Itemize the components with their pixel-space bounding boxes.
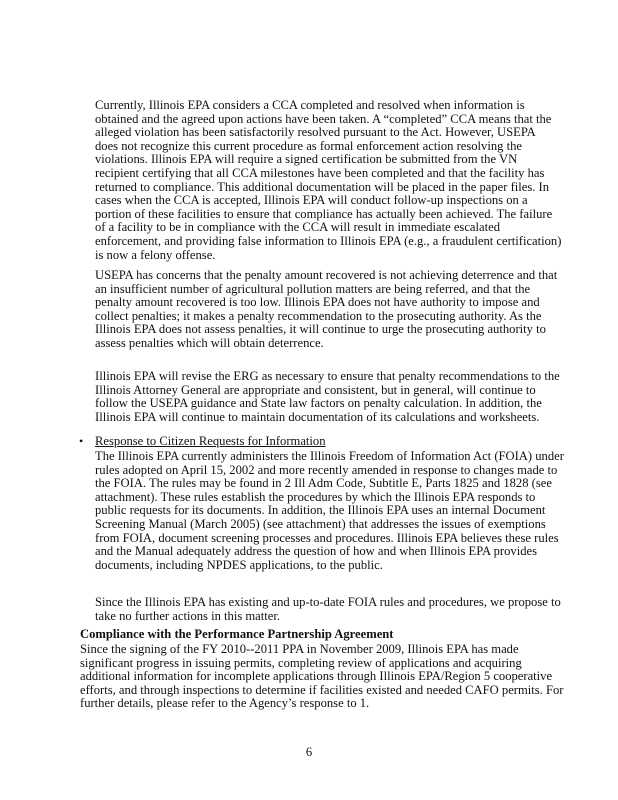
- paragraph-penalty-concerns: [95, 269, 565, 351]
- text-line: further details, please refer to the Agency’s response to 1.: [80, 696, 370, 711]
- text-line: the FOIA. The rules may be found in 2 Ill Adm Code, Subtitle E, Parts 1825 and 1828 (see: [95, 476, 552, 491]
- text-line: documents, including NPDES applications, to the public.: [95, 557, 383, 572]
- text-line: efforts, and through inspections to determine if facilities existed and needed CAFO permits. For: [80, 682, 564, 697]
- paragraph-ppa-compliance: [80, 642, 564, 711]
- text-line: Illinois Attorney General are appropriate and consistent, but in general, will continue to: [95, 382, 536, 397]
- page-number: 6: [305, 745, 313, 759]
- paragraph-erg-revision: [95, 370, 565, 424]
- text-line: returned to compliance. This additional documentation will be placed in the paper files. In: [95, 179, 550, 194]
- text-line: The Illinois EPA currently administers the Illinois Freedom of Information Act (FOIA) under: [95, 449, 564, 463]
- text-line: enforcement, and providing false information to Illinois EPA (e.g., a fraudulent certification): [95, 233, 562, 248]
- text-line: USEPA has concerns that the penalty amount recovered is not achieving deterrence and that: [95, 268, 558, 282]
- text-line: and the Manual adequately address the question of how and when Illinois EPA provides: [95, 544, 537, 559]
- bullet-heading-citizen-requests: Response to Citizen Requests for Information: [95, 434, 326, 448]
- text-line: Illinois EPA does not assess penalties, it will continue to urge the prosecuting authority to: [95, 322, 546, 337]
- bullet-icon: •: [79, 434, 84, 448]
- text-line: an insufficient number of agricultural pollution matters are being referred, and that the: [95, 281, 531, 296]
- paragraph-cca-completion: [95, 99, 565, 262]
- text-line: alleged violation has been satisfactorily resolved pursuant to the Act. However, USEPA: [95, 125, 536, 140]
- text-line: recipient certifying that all CCA milestones have been completed and that the facility has: [95, 165, 545, 180]
- text-line: rules adopted on April 15, 2002 and more recently amended in response to changes made to: [95, 462, 558, 477]
- text-line: assess penalties which will obtain deterrence.: [95, 335, 324, 350]
- text-line: follow the USEPA guidance and State law factors on penalty calculation. In addition, the: [95, 396, 542, 411]
- text-line: of a facility to be in compliance with the CCA will result in immediate escalated: [95, 220, 500, 235]
- text-line: Currently, Illinois EPA considers a CCA completed and resolved when information is: [95, 98, 525, 112]
- text-line: collect penalties; it makes a penalty recommendation to the prosecuting authority. As the: [95, 308, 542, 323]
- text-line: Illinois EPA will revise the ERG as necessary to ensure that penalty recommendations to the: [95, 369, 560, 383]
- text-line: obtained and the agreed upon actions have been taken. A “completed” CCA means that the: [95, 111, 552, 126]
- text-line: is now a felony offense.: [95, 247, 216, 262]
- text-line: penalty amount recovered is too low. Illinois EPA does not have authority to impose and: [95, 295, 540, 310]
- text-line: Screening Manual (March 2005) (see attachment) that addresses the issues of exemptions: [95, 516, 546, 531]
- paragraph-foia-conclusion: [95, 596, 565, 623]
- text-line: Since the Illinois EPA has existing and up-to-date FOIA rules and procedures, we propose to: [95, 595, 561, 609]
- text-line: portion of these facilities to ensure that compliance has actually been achieved. The failure: [95, 206, 553, 221]
- text-line: cases when the CCA is accepted, Illinois EPA will conduct follow-up inspections on a: [95, 193, 528, 208]
- text-line: significant progress in issuing permits, completing review of applications and acquiring: [80, 655, 522, 670]
- text-line: take no further actions in this matter.: [95, 608, 281, 623]
- paragraph-foia: [95, 450, 565, 572]
- text-line: attachment). These rules establish the procedures by which the Illinois EPA responds to: [95, 489, 536, 504]
- text-line: additional information for incomplete applications through Illinois EPA/Region 5 cooperative: [80, 669, 553, 684]
- text-line: Since the signing of the FY 2010--2011 PPA in November 2009, Illinois EPA has made: [80, 642, 519, 656]
- section-heading-ppa: Compliance with the Performance Partnership Agreement: [80, 627, 394, 641]
- text-line: from FOIA, document screening processes and procedures. Illinois EPA believes these rules: [95, 530, 559, 545]
- text-line: does not recognize this current procedure as formal enforcement action resolving the: [95, 138, 522, 153]
- text-line: public requests for its documents. In addition, the Illinois EPA uses an internal Document: [95, 503, 546, 518]
- text-line: violations. Illinois EPA will require a signed certification be submitted from the VN: [95, 152, 518, 167]
- text-line: Illinois EPA will continue to maintain documentation of its calculations and worksheets.: [95, 409, 540, 424]
